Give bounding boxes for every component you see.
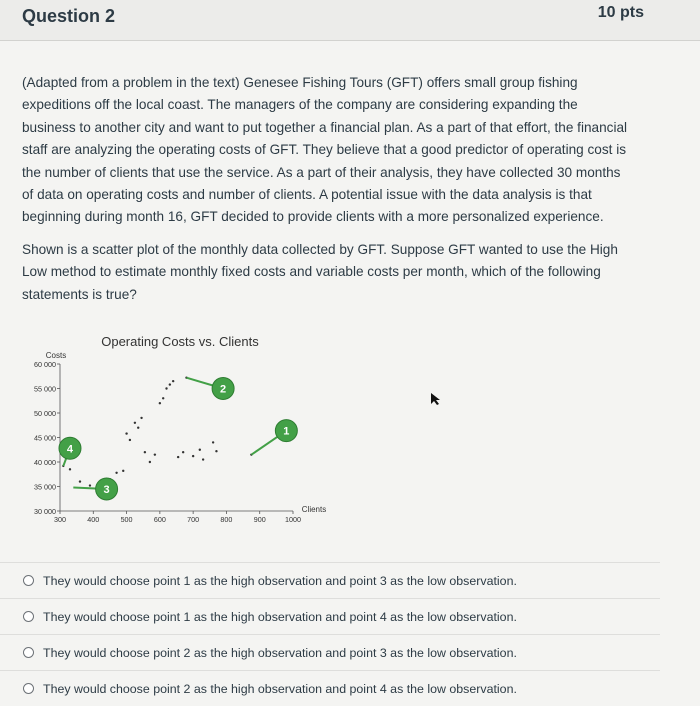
data-point xyxy=(149,461,151,463)
mouse-cursor-icon xyxy=(430,392,442,411)
data-point xyxy=(162,397,164,399)
question-prompt xyxy=(22,72,634,306)
y-tick-label: 55 000 xyxy=(34,384,56,394)
data-point xyxy=(69,468,71,470)
data-point xyxy=(137,427,139,429)
chart-title: Operating Costs vs. Clients xyxy=(101,334,259,349)
point-marker-label: 4 xyxy=(66,443,74,456)
x-axis-label: Clients xyxy=(301,505,327,514)
x-tick-label: 500 xyxy=(120,515,133,524)
answer-label: They would choose point 2 as the high observation and point 3 as the low observation. xyxy=(43,645,517,660)
data-point xyxy=(172,380,174,382)
y-axis-label: Costs xyxy=(45,351,67,360)
answer-option-4[interactable] xyxy=(0,670,660,706)
data-point xyxy=(202,458,204,460)
point-marker-label: 2 xyxy=(220,383,227,396)
y-tick-label: 30 000 xyxy=(34,507,56,516)
y-tick-label: 50 000 xyxy=(34,409,56,418)
data-point xyxy=(212,441,214,443)
data-point xyxy=(169,383,171,385)
point-marker-label: 1 xyxy=(283,425,290,438)
data-point xyxy=(79,480,81,482)
x-tick-label: 700 xyxy=(187,515,200,524)
answer-option-1[interactable] xyxy=(0,562,660,598)
data-point xyxy=(140,417,142,419)
data-point xyxy=(144,451,146,453)
answer-option-2[interactable] xyxy=(0,598,660,634)
answer-label: They would choose point 2 as the high observation and point 4 as the low observation. xyxy=(43,681,517,696)
radio-button[interactable] xyxy=(23,611,34,622)
answer-list xyxy=(0,562,660,706)
data-point xyxy=(199,449,201,451)
radio-button[interactable] xyxy=(23,683,34,694)
answer-label: They would choose point 1 as the high observation and point 4 as the low observation. xyxy=(43,609,517,624)
data-point xyxy=(134,422,136,424)
x-tick-label: 800 xyxy=(220,515,233,524)
scatter-chart-svg xyxy=(18,328,348,534)
data-point xyxy=(165,387,167,389)
x-tick-label: 600 xyxy=(153,515,166,524)
point-marker-label: 3 xyxy=(103,483,110,496)
y-tick-label: 45 000 xyxy=(34,433,56,443)
prompt-paragraph-2: Shown is a scatter plot of the monthly data collected by GFT. Suppose GFT wanted to use the High Low method to estimate monthly fixed costs and variable costs per month, which of the following statements is true? xyxy=(22,241,618,302)
scatter-chart xyxy=(18,328,348,534)
x-tick-label: 900 xyxy=(253,515,266,524)
x-tick-label: 400 xyxy=(87,515,100,524)
data-point xyxy=(215,450,217,452)
question-points: 10 pts xyxy=(597,4,644,21)
data-point xyxy=(122,470,124,472)
question-header xyxy=(0,0,700,41)
data-point xyxy=(177,456,179,458)
y-tick-label: 35 000 xyxy=(34,482,56,492)
y-tick-label: 40 000 xyxy=(34,458,56,467)
data-point xyxy=(115,472,117,474)
data-point xyxy=(125,432,127,434)
question-title: Question 2 xyxy=(22,6,116,26)
y-tick-label: 60 000 xyxy=(34,360,56,369)
x-tick-label: 1000 xyxy=(285,515,301,524)
answer-option-3[interactable] xyxy=(0,634,660,670)
data-point xyxy=(129,439,131,441)
data-point xyxy=(159,402,161,404)
data-point xyxy=(182,451,184,453)
data-point xyxy=(192,455,194,457)
prompt-paragraph-1: (Adapted from a problem in the text) Genesee Fishing Tours (GFT) offers small group fishing expeditions off the local coast. The managers of the company are considering expanding the business to another city and want to put together a financial plan. As a part of that effort, the financial staff are analyzing the operating costs of GFT. They believe that a good predictor of operating cost is the number of clients that use the service. As a part of their analysis, they have collected 30 months of data on operating costs and number of clients. A potential issue with the data analysis is that beginning during month 16, GFT decided to provide clients with a more personalized experience. xyxy=(22,75,628,225)
radio-button[interactable] xyxy=(23,647,34,658)
data-point xyxy=(89,484,91,486)
radio-button[interactable] xyxy=(23,575,34,586)
data-point xyxy=(154,453,156,455)
x-tick-label: 300 xyxy=(54,515,66,524)
answer-label: They would choose point 1 as the high observation and point 3 as the low observation. xyxy=(43,573,517,588)
